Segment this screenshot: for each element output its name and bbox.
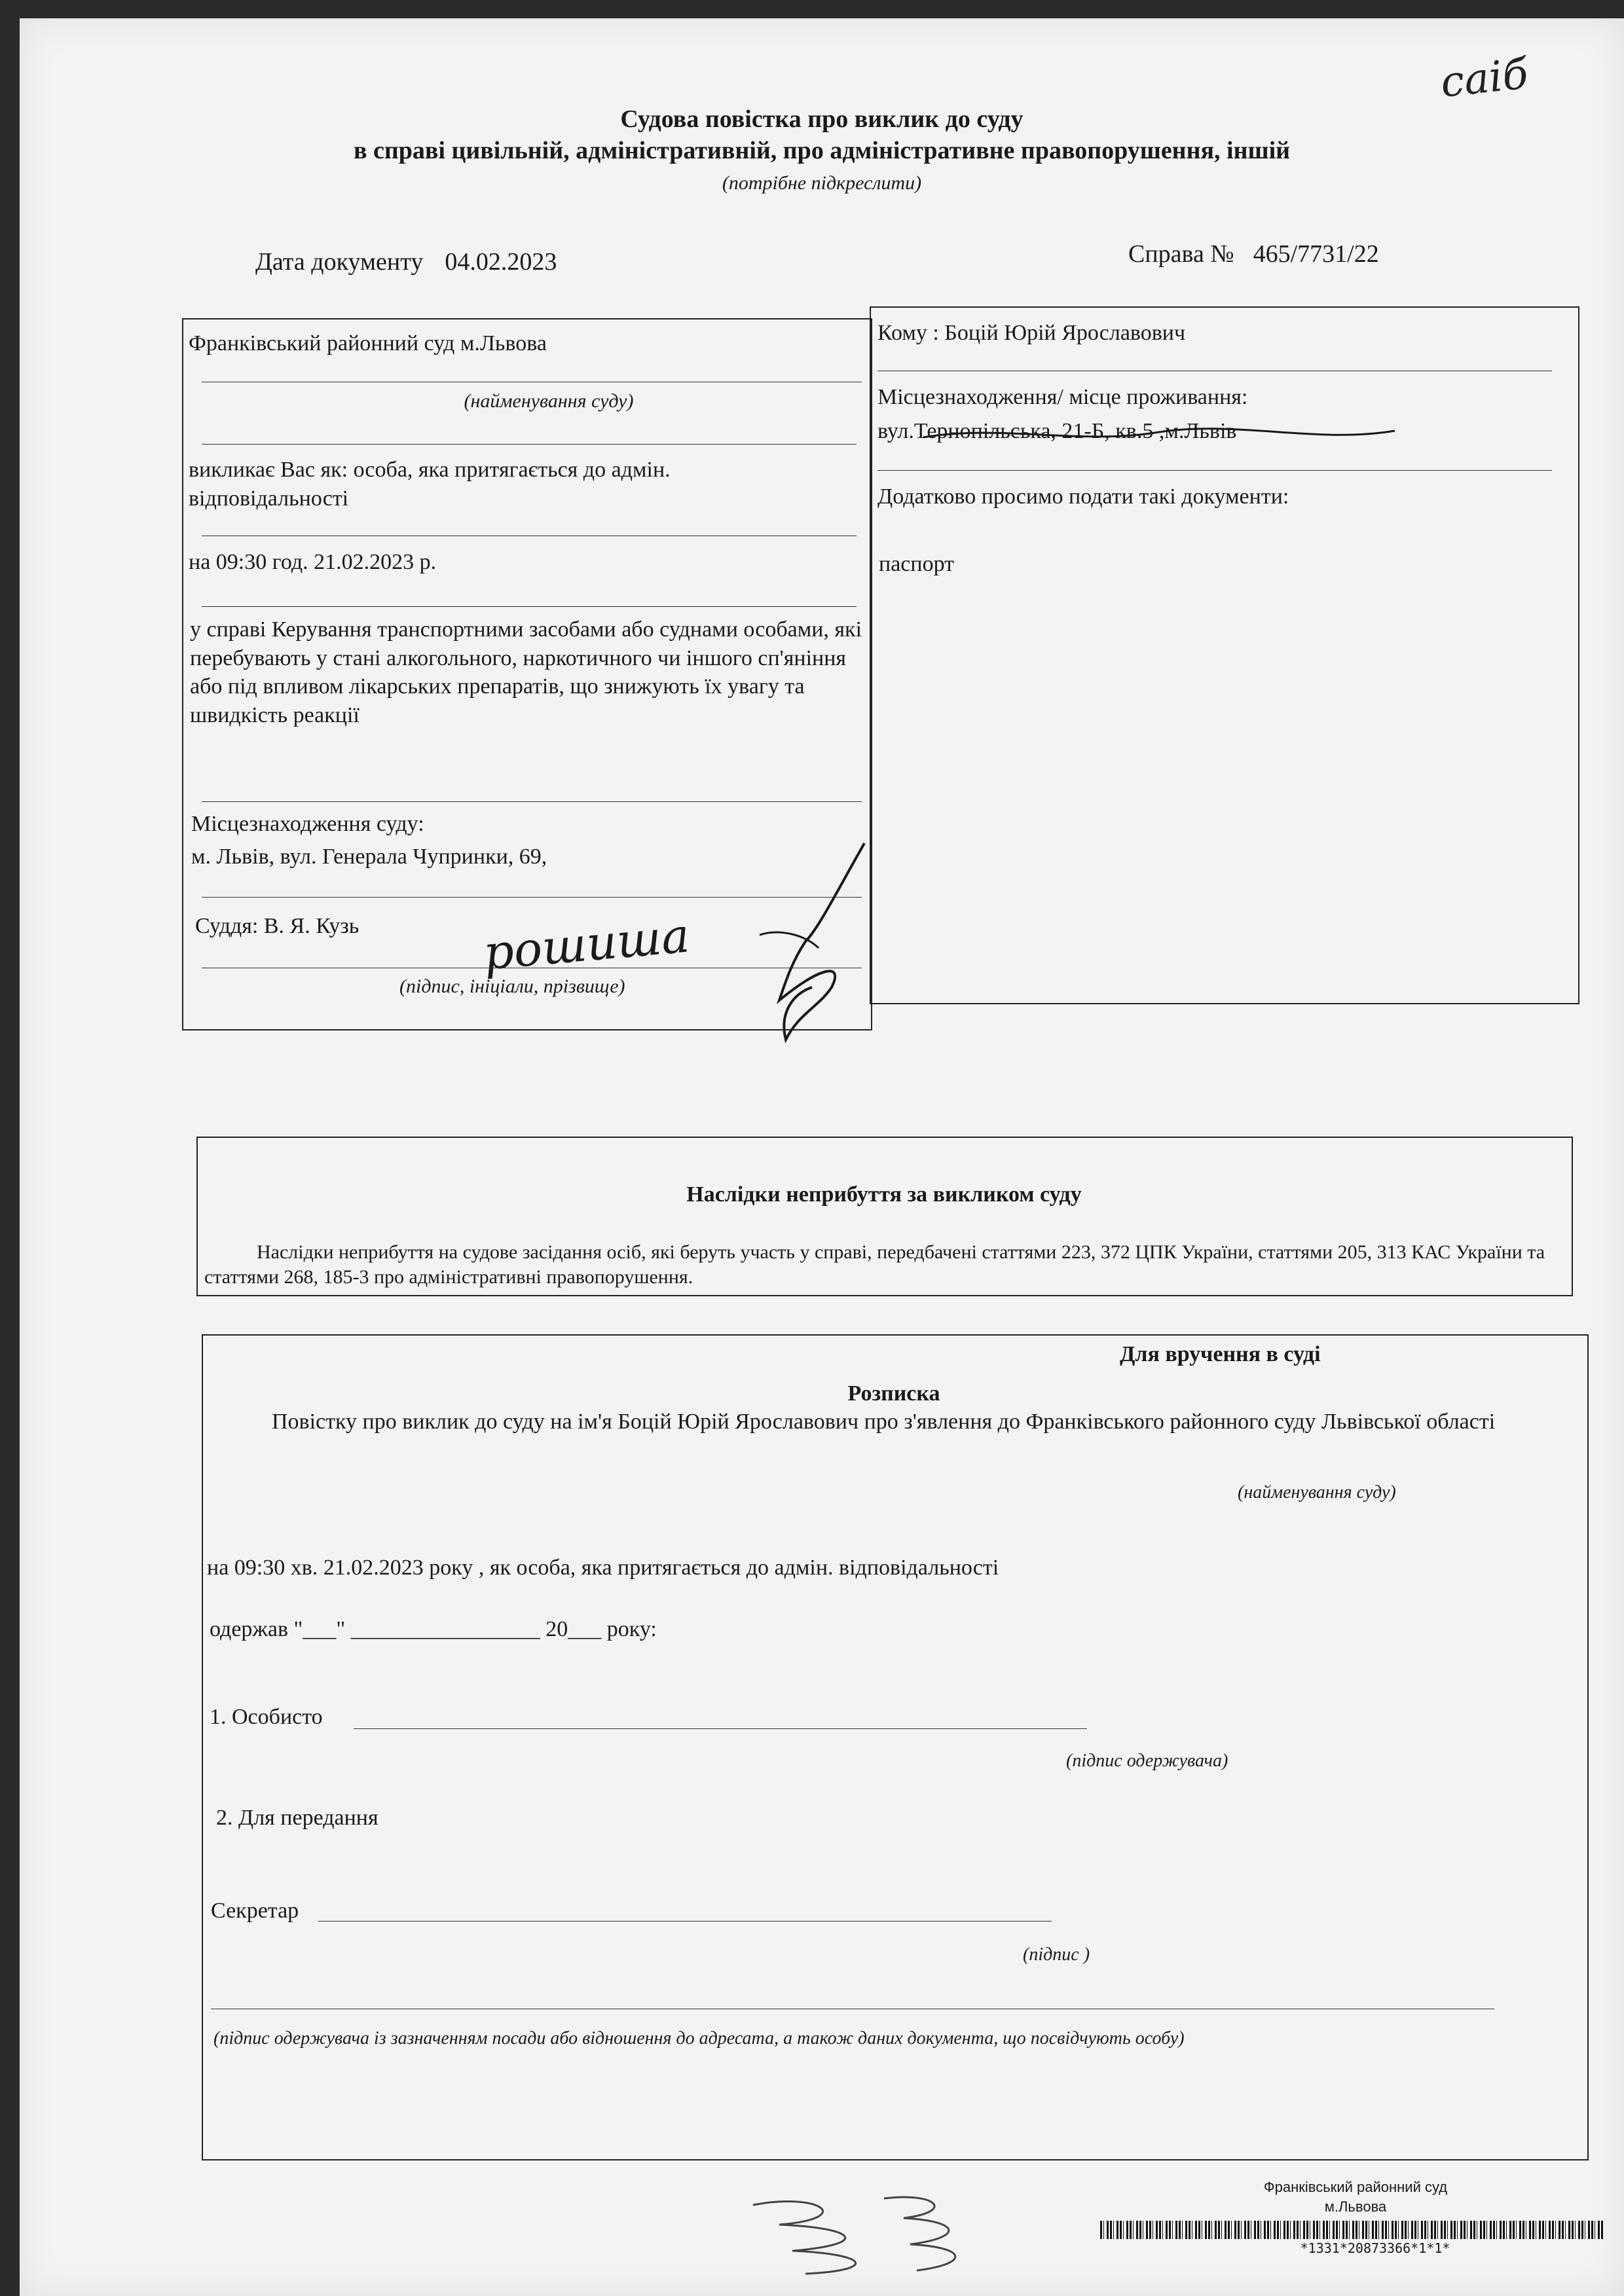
judge-signature: рошиша — [481, 907, 692, 981]
court-name: Франківський районний суд м.Львова — [189, 331, 547, 355]
bottom-scribble — [740, 2192, 1015, 2277]
recipient-name: Кому : Боцій Юрій Ярославович — [877, 321, 1186, 345]
documents-label: Додатково просимо подати такі документи: — [877, 484, 1289, 509]
judge-name: Суддя: В. Я. Кузь — [195, 914, 360, 938]
receipt-body: Повістку про виклик до суду на ім'я Боцій Юрій Ярославович про з'явлення до Франківського районного суду Львівської області — [272, 1410, 1496, 1434]
receipt-court-hint: (найменування суду) — [1238, 1482, 1396, 1503]
doc-date-row — [255, 247, 557, 276]
receipt-time-line: на 09:30 хв. 21.02.2023 року , як особа, яка притягається до адмін. відповідальності — [207, 1556, 999, 1580]
document-page — [20, 18, 1624, 2296]
document-title: Судова повістка про виклик до суду — [620, 105, 1024, 133]
receipt-personally-hint: (підпис одержувача) — [1066, 1751, 1228, 1771]
document-subtitle: в справі цивільній, адміністративній, про адміністративне правопорушення, іншій — [353, 137, 1291, 164]
case-subject-rule — [202, 801, 862, 802]
receipt-secretary-hint: (підпис ) — [1023, 1944, 1090, 1965]
stamp-court-name: Франківський районний суд — [1263, 2179, 1448, 2195]
for-court-label: Для вручення в суді — [1120, 1342, 1321, 1366]
receipt-received-line: одержав "___" _________________ 20___ року: — [210, 1617, 657, 1641]
court-name-rule-2 — [202, 444, 857, 445]
summons-right-column — [870, 306, 1579, 1004]
case-number-label: Справа № — [1128, 240, 1234, 268]
receipt-personally: 1. Особисто — [210, 1705, 323, 1729]
summons-as: викликає Вас як: особа, яка притягається до адмін. відповідальності — [189, 458, 671, 511]
residence-rule — [877, 470, 1552, 471]
court-location-label: Місцезнаходження суду: — [191, 812, 424, 836]
residence-strikethrough — [923, 419, 1395, 452]
case-number-row — [1128, 240, 1379, 268]
consequences-title: Наслідки неприбуття за викликом суду — [686, 1182, 1082, 1207]
hearing-time-rule — [202, 606, 857, 607]
court-location-value: м. Львів, вул. Генерала Чупринки, 69, — [191, 845, 547, 869]
case-subject: у справі Керування транспортними засобами або суднами особами, які перебувають у стані алкогольного, наркотичного чи іншого сп'яніння або під впливом лікарських препаратів, що знижують їх увагу та швидкість реакції — [190, 617, 862, 727]
doc-date-label: Дата документу — [255, 248, 424, 276]
residence-label: Місцезнаходження/ місце проживання: — [877, 385, 1248, 409]
doc-date-value: 04.02.2023 — [445, 248, 557, 276]
case-number-value: 465/7731/22 — [1253, 240, 1379, 268]
title-hint: (потрібне підкреслити) — [722, 172, 922, 194]
receipt-secretary-rule — [318, 1921, 1052, 1922]
consequences-text: Наслідки неприбуття на судове засідання осіб, які беруть участь у справі, передбачені статтями 223, 372 ЦПК України, статтями 205, 313 КАС України та статтями 268, 185-3 про адміністративні правопорушення. — [204, 1241, 1545, 1288]
receipt-secretary: Секретар — [211, 1899, 299, 1923]
signature-hint: (підпис, ініціали, прізвище) — [399, 975, 625, 997]
hearing-time: на 09:30 год. 21.02.2023 р. — [189, 550, 437, 574]
court-name-hint: (найменування суду) — [464, 390, 634, 412]
handwritten-corner-note: саіб — [1438, 50, 1531, 107]
barcode-text: *1331*20873366*1*1* — [1300, 2240, 1450, 2256]
barcode — [1100, 2221, 1604, 2239]
receipt-for-transfer: 2. Для передання — [216, 1806, 378, 1830]
residence-value: вул.Тернопільська, 21-Б, кв.5 ,м.Львів — [877, 419, 1237, 443]
receipt-footer-hint: (підпис одержувача із зазначенням посади або відношення до адресата, а також даних документа, що посвідчують особу) — [213, 2028, 1185, 2049]
receipt-title: Розписка — [847, 1381, 940, 1406]
judge-signature-mark — [740, 837, 871, 1046]
receipt-personally-rule — [354, 1728, 1087, 1729]
documents-value: паспорт — [879, 552, 954, 576]
stamp-city: м.Львова — [1324, 2198, 1387, 2215]
